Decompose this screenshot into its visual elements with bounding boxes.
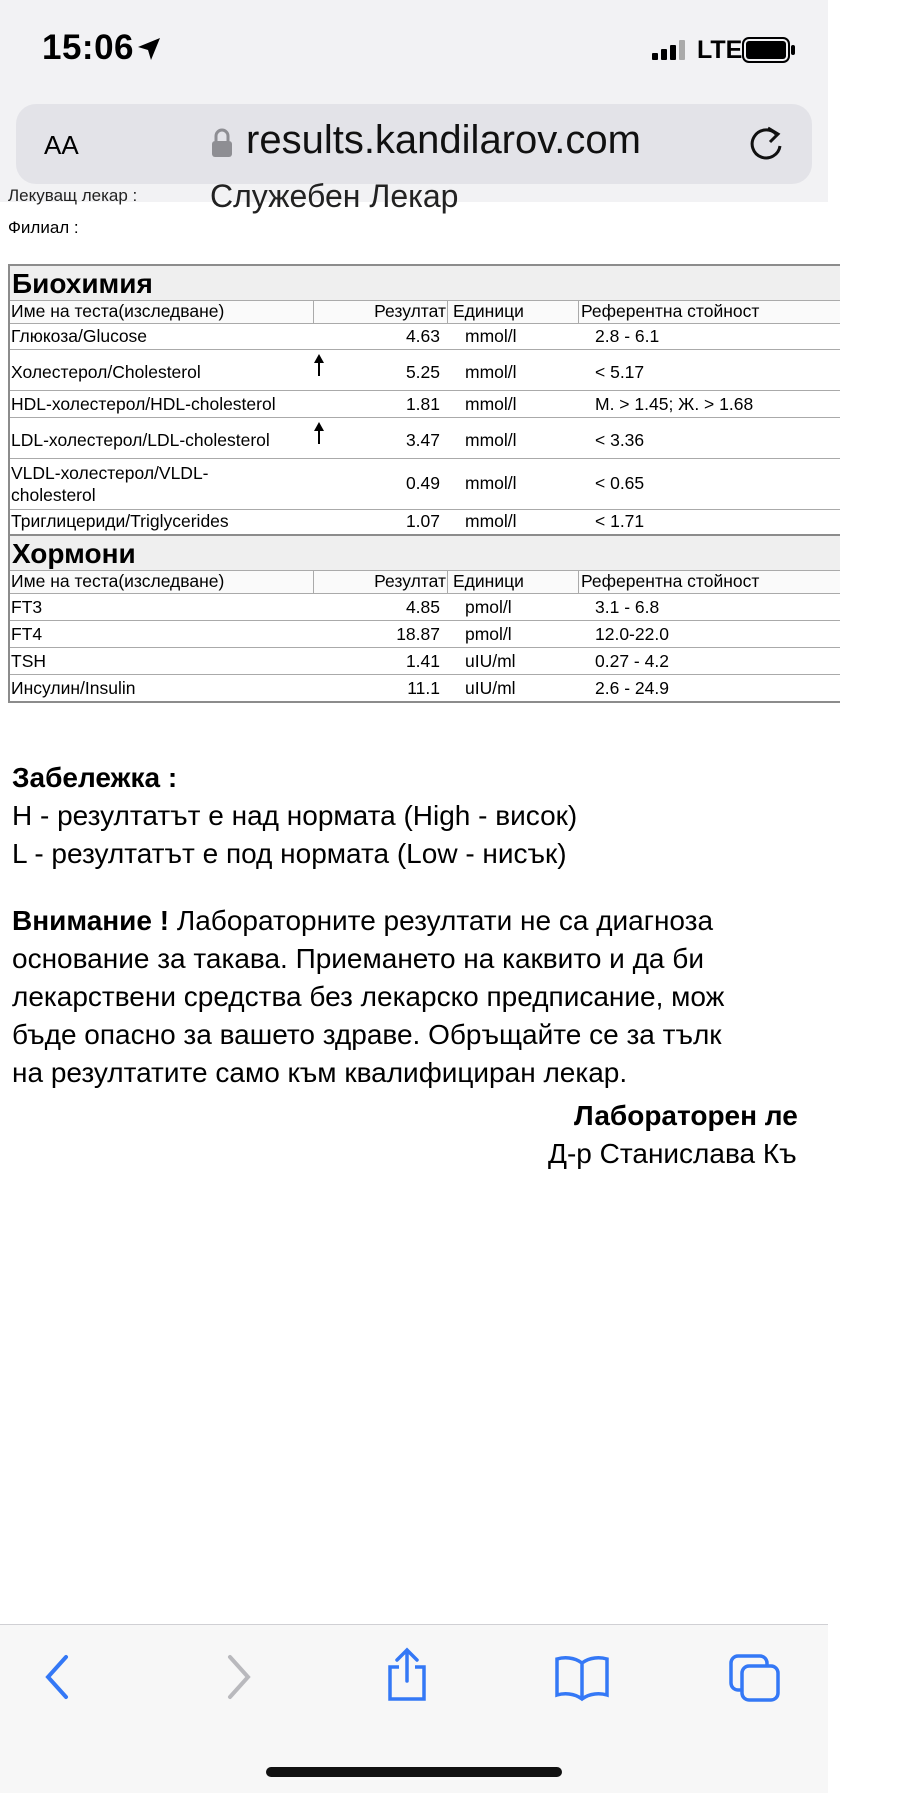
note-title: Забележка : [12, 762, 178, 793]
test-units: pmol/l [465, 597, 512, 617]
test-name: LDL-холестерол/LDL-cholesterol [11, 430, 270, 450]
branch-label: Филиал : [8, 218, 79, 237]
header-reference: Референтна стойност [581, 301, 760, 321]
table-header [10, 301, 840, 324]
test-result: 0.49 [405, 473, 440, 493]
test-units: mmol/l [465, 394, 517, 414]
share-icon[interactable] [384, 1647, 430, 1703]
test-name: Триглицериди/Triglycerides [11, 511, 229, 531]
table-row [10, 594, 840, 621]
signature-title: Лабораторен ле [574, 1100, 798, 1131]
test-result: 1.41 [405, 651, 440, 671]
section-title-hormones: Хормони [10, 534, 840, 571]
test-reference: < 3.36 [595, 430, 645, 450]
test-name: VLDL-холестерол/VLDL- [11, 463, 209, 483]
test-units: mmol/l [465, 430, 517, 450]
test-reference: 2.8 - 6.1 [595, 326, 660, 346]
test-name: Глюкоза/Glucose [11, 326, 148, 346]
test-units: mmol/l [465, 473, 517, 493]
warning-line: Лабораторните резултати не са диагноза [169, 905, 714, 936]
high-flag-arrow-icon [313, 422, 325, 444]
test-reference: 2.6 - 24.9 [595, 678, 669, 698]
test-name: TSH [11, 651, 46, 671]
table-row [10, 675, 840, 701]
cellular-signal-icon [652, 40, 688, 60]
header-result: Резултат [374, 571, 446, 591]
test-name: Инсулин/Insulin [11, 678, 136, 698]
table-row [10, 391, 840, 418]
test-result: 3.47 [405, 430, 440, 450]
back-icon[interactable] [40, 1653, 76, 1701]
table-row [10, 648, 840, 675]
table-row [10, 418, 840, 459]
warning-line: лекарствени средства без лекарско предписание, мож [12, 981, 725, 1012]
signature-name: Д-р Станислава Къ [548, 1138, 797, 1169]
test-reference: 12.0-22.0 [595, 624, 669, 644]
battery-icon [742, 37, 796, 63]
test-result: 11.1 [407, 678, 440, 698]
test-units: pmol/l [465, 624, 512, 644]
table-row [10, 324, 840, 350]
test-reference: М. > 1.45; Ж. > 1.68 [595, 394, 754, 414]
home-indicator[interactable] [266, 1767, 562, 1777]
test-name-continued: cholesterol [11, 485, 96, 505]
warning-line: на резултатите само към квалифициран лекар. [12, 1057, 628, 1088]
test-name: FT3 [11, 597, 43, 617]
note-low: L - резултатът е под нормата (Low - нисък) [12, 838, 567, 869]
test-reference: 3.1 - 6.8 [595, 597, 660, 617]
test-name: FT4 [11, 624, 43, 644]
results-table [8, 264, 840, 703]
high-flag-arrow-icon [313, 354, 325, 376]
test-reference: < 5.17 [595, 362, 645, 382]
header-reference: Референтна стойност [581, 571, 760, 591]
header-units: Единици [453, 571, 524, 591]
web-page-content [0, 178, 828, 1624]
test-reference: 0.27 - 4.2 [595, 651, 669, 671]
header-result: Резултат [374, 301, 446, 321]
status-bar [0, 0, 828, 96]
table-row [10, 510, 840, 534]
test-name: HDL-холестерол/HDL-cholesterol [11, 394, 276, 414]
note-high: H - резултатът е над нормата (High - висок) [12, 800, 578, 831]
location-arrow-icon [136, 36, 162, 62]
test-result: 1.81 [405, 394, 440, 414]
header-name: Име на теста(изследване) [11, 571, 225, 591]
text-size-button[interactable]: AA [44, 130, 79, 160]
reload-icon[interactable] [746, 122, 786, 166]
status-time: 15:06 [42, 28, 135, 67]
warning-paragraph [12, 902, 912, 1092]
forward-icon[interactable] [220, 1653, 256, 1701]
warning-line: бъде опасно за вашето здраве. Обръщайте се за тълк [12, 1019, 722, 1050]
test-reference: < 1.71 [595, 511, 645, 531]
test-units: uIU/ml [465, 678, 516, 698]
test-units: uIU/ml [465, 651, 516, 671]
test-reference: < 0.65 [595, 473, 645, 493]
header-units: Единици [453, 301, 524, 321]
test-units: mmol/l [465, 511, 517, 531]
header-name: Име на теста(изследване) [11, 301, 225, 321]
test-name: Холестерол/Cholesterol [11, 362, 201, 382]
doctor-value: Служебен Лекар [210, 178, 459, 214]
table-header [10, 571, 840, 594]
test-result: 4.85 [405, 597, 440, 617]
test-units: mmol/l [465, 326, 517, 346]
table-row [10, 459, 840, 510]
warning-label: Внимание ! [12, 905, 170, 936]
test-result: 4.63 [405, 326, 440, 346]
url-text[interactable]: results.kandilarov.com [246, 118, 641, 162]
tabs-icon[interactable] [728, 1653, 782, 1703]
network-label: LTE [697, 36, 743, 64]
test-result: 18.87 [396, 624, 440, 644]
table-row [10, 621, 840, 648]
lock-icon [211, 128, 233, 158]
test-result: 5.25 [405, 362, 440, 382]
address-bar[interactable] [16, 104, 812, 184]
table-row [10, 350, 840, 391]
doctor-label: Лекуващ лекар : [8, 186, 138, 205]
bookmarks-icon[interactable] [554, 1653, 610, 1701]
section-title-biochemistry: Биохимия [10, 266, 840, 301]
test-result: 1.07 [405, 511, 440, 531]
warning-line: основание за такава. Приемането на каквито и да би [12, 943, 704, 974]
test-units: mmol/l [465, 362, 517, 382]
